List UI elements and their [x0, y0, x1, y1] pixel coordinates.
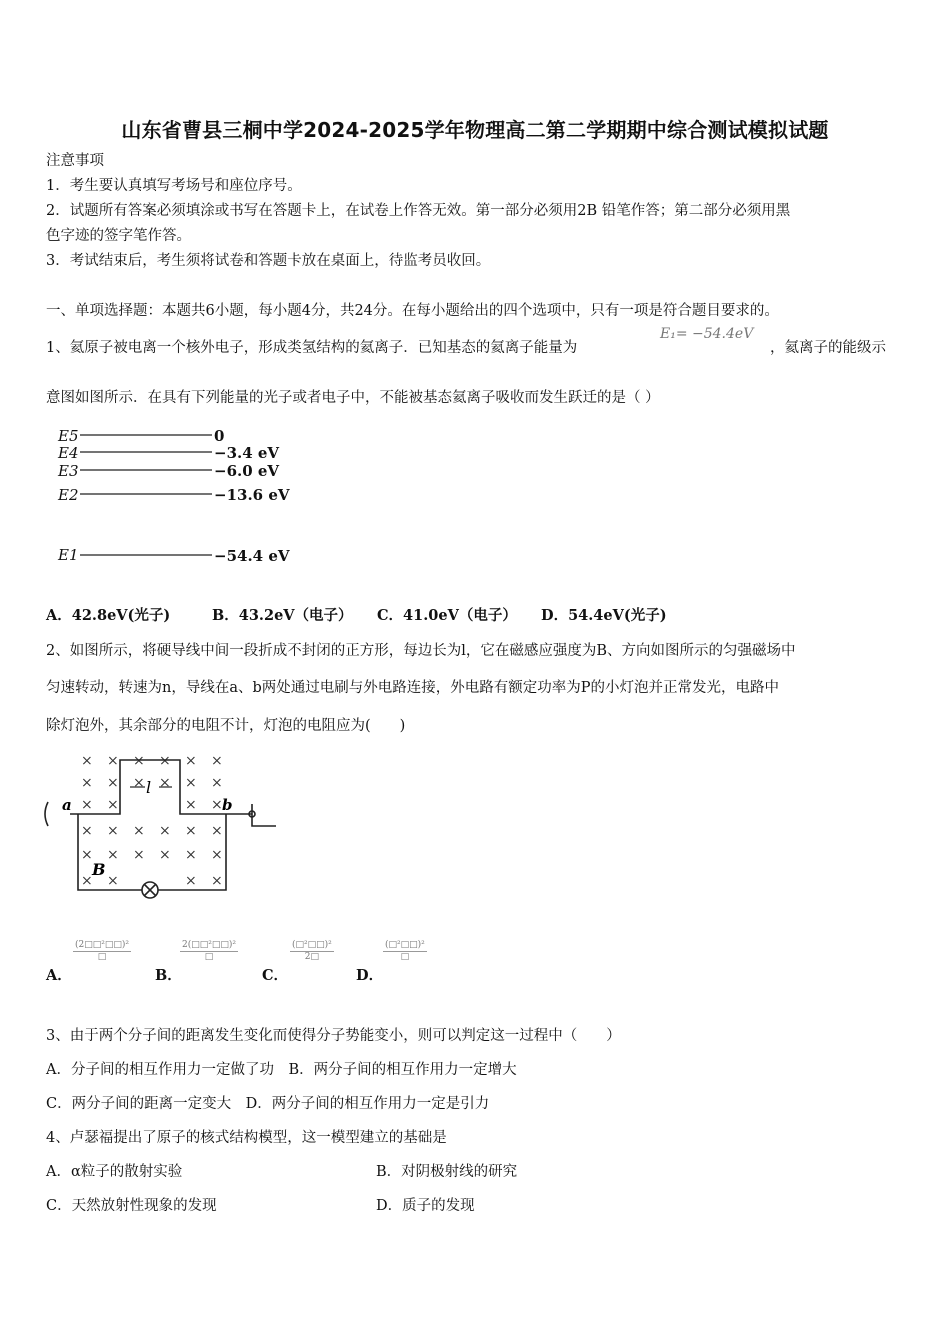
field-cross-icon: × [81, 873, 93, 889]
q1-option-a: A．42.8eV(光子) [46, 607, 171, 624]
field-cross-icon: × [211, 797, 223, 813]
field-cross-icon: × [185, 847, 197, 863]
q2-option-c-formula: (□²□□)² 2□ [292, 940, 332, 962]
level-value-e2: −13.6 eV [214, 486, 290, 504]
rotation-arrow-left-icon [45, 802, 48, 826]
field-cross-icon: × [159, 775, 171, 791]
q4-option-c: C．天然放射性现象的发现 [46, 1198, 217, 1214]
field-cross-icon: × [211, 873, 223, 889]
field-cross-icon: × [185, 753, 197, 769]
field-cross-icon: × [133, 823, 145, 839]
level-value-e3: −6.0 eV [214, 462, 280, 480]
notice-item-1: 1．考生要认真填写考场号和座位序号。 [46, 178, 302, 194]
q1-option-d: D．54.4eV(光子) [541, 607, 667, 624]
field-cross-icon: × [107, 873, 119, 889]
field-cross-icon: × [211, 823, 223, 839]
field-cross-icon: × [81, 775, 93, 791]
crank-handle-icon [230, 804, 276, 826]
q2-option-b-formula: 2(□□²□□)² □ [182, 940, 236, 962]
label-l: l [146, 778, 152, 797]
q2-option-b-label: B． [155, 967, 182, 984]
field-cross-icon: × [185, 823, 197, 839]
q2-option-a-label: A． [46, 967, 72, 984]
field-cross-icon: × [81, 753, 93, 769]
q1-stem-line2: 意图如图所示．在具有下列能量的光子或者电子中，不能被基态氦离子吸收而发生跃迁的是（ ） [46, 390, 660, 406]
section-heading: 一、单项选择题：本题共6小题，每小题4分，共24分。在每小题给出的四个选项中，只有一项是符合题目要求的。 [46, 303, 779, 319]
field-cross-icon: × [159, 753, 171, 769]
field-cross-icon: × [211, 847, 223, 863]
field-cross-icon: × [107, 753, 119, 769]
q1-option-c: C．41.0eV（电子） [377, 607, 517, 624]
label-a: a [62, 796, 72, 814]
field-cross-icon: × [133, 753, 145, 769]
field-cross-icon: × [81, 847, 93, 863]
label-b: b [222, 796, 233, 814]
page-title: 山东省曹县三桐中学2024-2025学年物理高二第二学期期中综合测试模拟试题 [121, 118, 829, 142]
field-cross-icon: × [185, 873, 197, 889]
q3-stem: 3、由于两个分子间的距离发生变化而使得分子势能变小，则可以判定这一过程中（ ） [46, 1028, 621, 1044]
field-cross-icon: × [107, 847, 119, 863]
q2-option-d-formula: (□²□□)² □ [385, 940, 425, 962]
field-cross-icon: × [185, 775, 197, 791]
q2-stem-line1: 2、如图所示，将硬导线中间一段折成不封闭的正方形，每边长为l，它在磁感应强度为B、方向如图所示的匀强磁场中 [46, 643, 796, 659]
field-cross-icon: × [185, 797, 197, 813]
notice-heading: 注意事项 [46, 153, 104, 169]
field-cross-icon: × [159, 823, 171, 839]
magnetic-field-diagram [40, 742, 285, 907]
field-cross-icon: × [81, 797, 93, 813]
field-cross-icon: × [107, 775, 119, 791]
q2-stem-line2: 匀速转动，转速为n，导线在a、b两处通过电刷与外电路连接，外电路有额定功率为P的小灯泡并正常发光，电路中 [46, 680, 780, 696]
q4-stem: 4、卢瑟福提出了原子的核式结构模型，这一模型建立的基础是 [46, 1130, 447, 1146]
level-label-e3: E3 [58, 462, 79, 480]
label-B: B [92, 860, 106, 879]
level-label-e2: E2 [58, 486, 79, 504]
q2-option-c-label: C． [262, 967, 289, 984]
level-value-e4: −3.4 eV [214, 444, 280, 462]
field-cross-icon: × [159, 847, 171, 863]
level-label-e4: E4 [58, 444, 79, 462]
notice-item-2-cont: 色字迹的签字笔作答。 [46, 228, 191, 244]
level-value-e5: 0 [214, 427, 225, 445]
notice-item-3: 3．考试结束后，考生须将试卷和答题卡放在桌面上，待监考员收回。 [46, 253, 491, 269]
field-cross-icon: × [133, 775, 145, 791]
q1-stem-line1-end: ，氦离子的能级示 [770, 340, 886, 356]
level-label-e1: E1 [58, 546, 79, 564]
notice-item-2: 2．试题所有答案必须填涂或书写在答题卡上，在试卷上作答无效。第一部分必须用2B 铅笔作答；第二部分必须用黑 [46, 203, 791, 219]
field-cross-icon: × [107, 797, 119, 813]
field-cross-icon: × [211, 775, 223, 791]
field-cross-icon: × [107, 823, 119, 839]
level-value-e1: −54.4 eV [214, 547, 290, 565]
q1-formula: E₁= −54.4eV [660, 326, 754, 342]
field-cross-icon: × [133, 847, 145, 863]
q2-option-d-label: D． [356, 967, 384, 984]
q4-option-d: D．质子的发现 [376, 1198, 475, 1214]
q2-stem-line3: 除灯泡外，其余部分的电阻不计，灯泡的电阻应为( ) [46, 718, 406, 734]
field-cross-icon: × [211, 753, 223, 769]
energy-level-diagram [52, 425, 312, 575]
q2-option-a-formula: (2□□²□□)² □ [75, 940, 129, 962]
q1-stem-line1: 1、氦原子被电离一个核外电子，形成类氢结构的氦离子．已知基态的氦离子能量为 [46, 340, 578, 356]
q1-option-b: B．43.2eV（电子） [212, 607, 353, 624]
q3-options-ab: A．分子间的相互作用力一定做了功 B．两分子间的相互作用力一定增大 [46, 1062, 517, 1078]
level-label-e5: E5 [58, 427, 79, 445]
field-cross-icon: × [81, 823, 93, 839]
q4-option-b: B．对阴极射线的研究 [376, 1164, 518, 1180]
q3-options-cd: C．两分子间的距离一定变大 D．两分子间的相互作用力一定是引力 [46, 1096, 490, 1112]
q4-option-a: A．α粒子的散射实验 [46, 1164, 183, 1180]
